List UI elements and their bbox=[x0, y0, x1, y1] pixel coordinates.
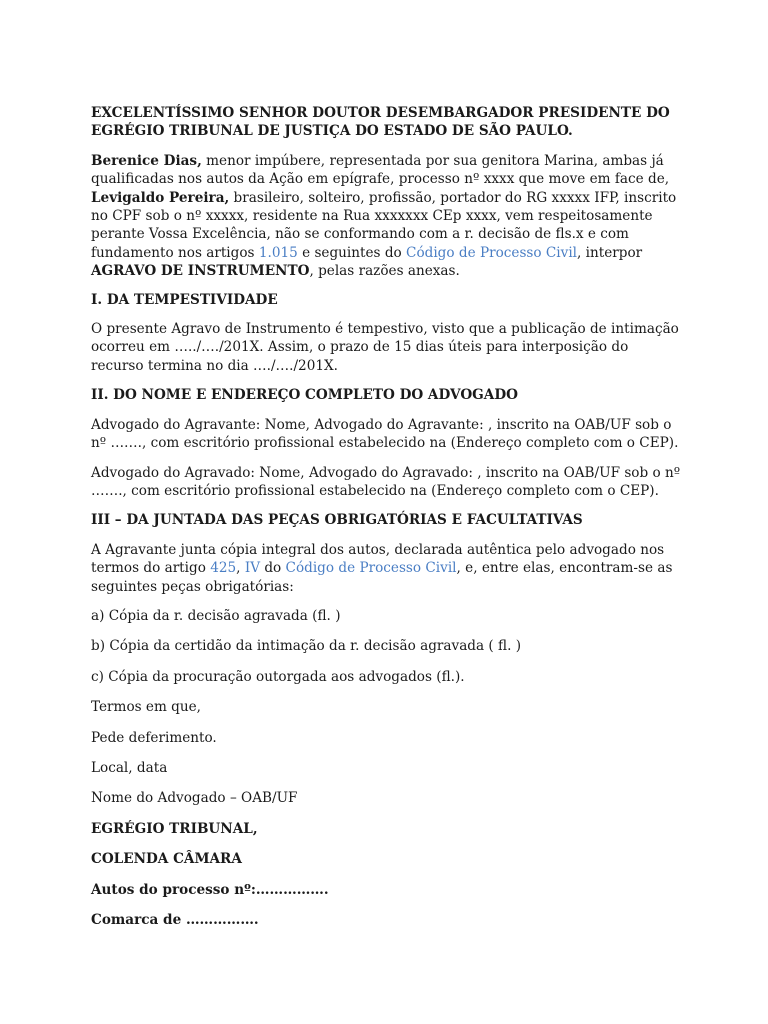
intro-paragraph bbox=[91, 152, 683, 281]
section-3-title: III – DA JUNTADA DAS PEÇAS OBRIGATÓRIAS E FACULTATIVAS bbox=[91, 512, 583, 529]
article-425-link[interactable]: 425 bbox=[210, 560, 237, 577]
list-item: c) Cópia da procuração outorgada aos advogados (fl.). bbox=[91, 668, 465, 685]
intro-text-5: , pelas razões anexas. bbox=[309, 263, 460, 280]
document-body bbox=[91, 104, 683, 941]
intro-text-2: brasileiro, solteiro, profissão, portador do RG xxxxx IFP, inscrito no CPF sob o nº xxxxx, residente na Rua xxxxxxx CEp xxxx, vem respeitosamente perante Vossa Excelência, não se conformando com a r. decisão de fls.x e com fundamento nos artigos bbox=[91, 189, 677, 261]
intro-text-3: e seguintes do bbox=[297, 244, 407, 261]
agravado-name: Levigaldo Pereira, bbox=[91, 189, 230, 206]
closing-line: Local, data bbox=[91, 759, 168, 776]
annex-process-number: Autos do processo nº:……………. bbox=[91, 881, 329, 898]
annex-comarca: Comarca de ……………. bbox=[91, 912, 259, 928]
advogado-agravante-paragraph: Advogado do Agravante: Nome, Advogado do Agravante: , inscrito na OAB/UF sob o nº ……., com escritório profissional estabelecido na (Endereço completo com o CEP). bbox=[91, 416, 679, 452]
inciso-iv-link[interactable]: IV bbox=[244, 560, 261, 577]
annex-heading: COLENDA CÂMARA bbox=[91, 851, 242, 868]
section-3-text-1: A Agravante junta cópia integral dos autos, declarada autêntica pelo advogado nos termos do artigo bbox=[91, 541, 665, 577]
section-3-text-4: , e, entre elas, encontram-se as seguintes peças obrigatórias: bbox=[91, 560, 673, 595]
article-1015-link[interactable]: 1.015 bbox=[258, 244, 298, 261]
section-1-title: I. DA TEMPESTIVIDADE bbox=[91, 291, 278, 308]
agravo-label: AGRAVO DE INSTRUMENTO bbox=[91, 263, 310, 280]
section-1-text: O presente Agravo de Instrumento é tempestivo, visto que a publicação de intimação ocorreu em …../…./201X. Assim, o prazo de 15 dias úteis para interposição do recurso termina no dia …./…./201X. bbox=[91, 321, 679, 374]
signature-line: Nome do Advogado – OAB/UF bbox=[91, 790, 298, 807]
cpc-link[interactable]: Código de Processo Civil bbox=[406, 244, 578, 261]
document-heading: EXCELENTÍSSIMO SENHOR DOUTOR DESEMBARGADOR PRESIDENTE DO EGRÉGIO TRIBUNAL DE JUSTIÇA DO ESTADO DE SÃO PAULO. bbox=[91, 105, 670, 140]
closing-line: Termos em que, bbox=[91, 699, 202, 716]
section-2-title: II. DO NOME E ENDEREÇO COMPLETO DO ADVOGADO bbox=[91, 387, 518, 404]
intro-text-1: menor impúbere, representada por sua genitora Marina, ambas já qualificadas nos autos da Ação em epígrafe, processo nº xxxx que move em face de, bbox=[91, 152, 670, 188]
agravante-name: Berenice Dias, bbox=[91, 152, 202, 169]
section-3-text-2: , bbox=[236, 560, 245, 577]
cpc-link-2[interactable]: Código de Processo Civil bbox=[285, 560, 457, 577]
list-item: a) Cópia da r. decisão agravada (fl. ) bbox=[91, 607, 341, 624]
annex-heading: EGRÉGIO TRIBUNAL, bbox=[91, 820, 258, 837]
intro-text-4: , interpor bbox=[577, 244, 643, 261]
closing-line: Pede deferimento. bbox=[91, 729, 217, 746]
advogado-agravado-paragraph: Advogado do Agravado: Nome, Advogado do Agravado: , inscrito na OAB/UF sob o nº ……., com escritório profissional estabelecido na (Endereço completo com o CEP). bbox=[91, 464, 681, 499]
section-3-text bbox=[91, 541, 683, 596]
list-item: b) Cópia da certidão da intimação da r. decisão agravada ( fl. ) bbox=[91, 638, 522, 655]
section-3-text-3: do bbox=[260, 560, 286, 577]
